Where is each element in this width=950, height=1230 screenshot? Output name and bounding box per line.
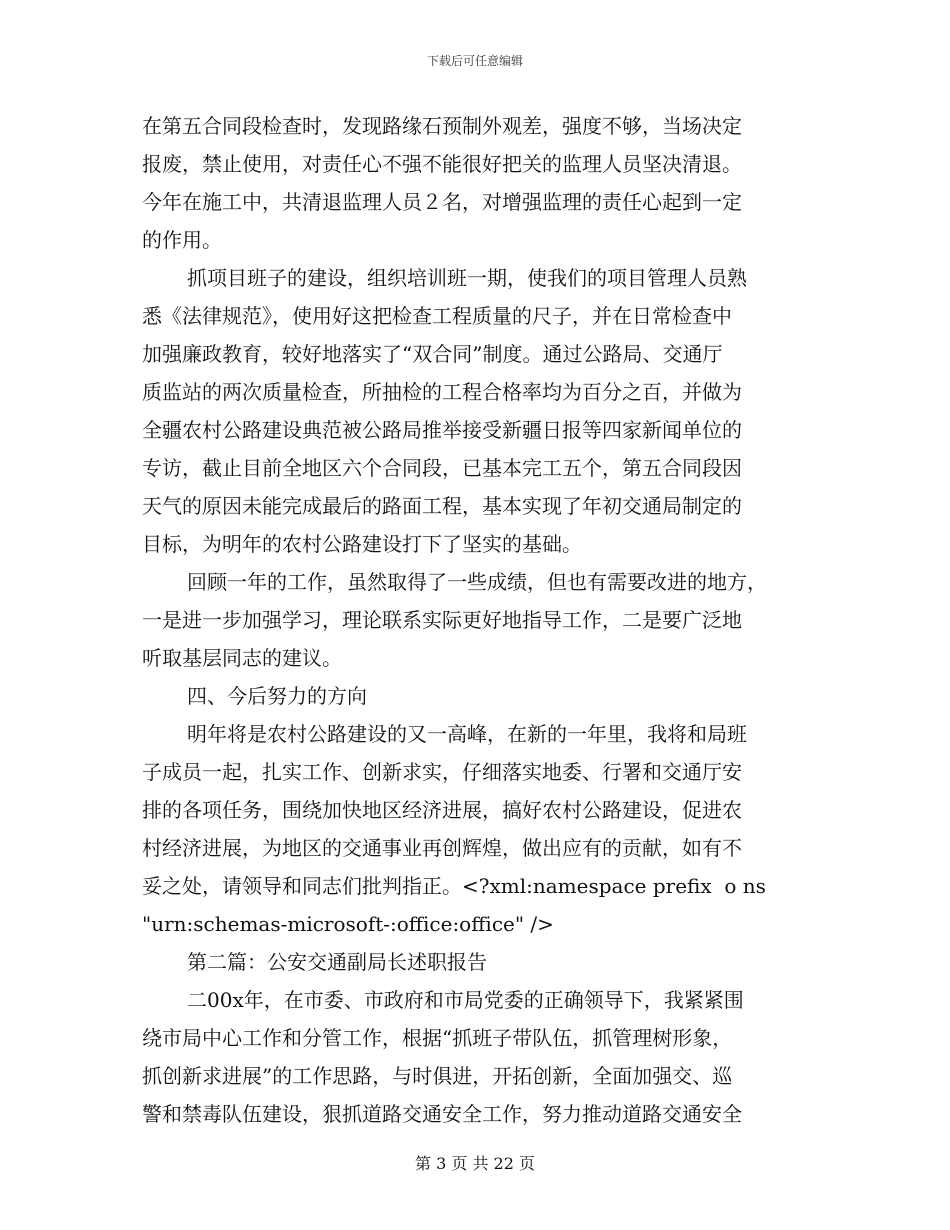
text-line: 抓创新求进展”的工作思路，与时俱进，开拓创新，全面加强交、巡 <box>142 1064 733 1088</box>
text-line: 子成员一起，扎实工作、创新求实，仔细落实地委、行署和交通厅安 <box>142 760 742 784</box>
page-footer: 第 3 页 共 22 页 <box>415 1154 535 1173</box>
text-line: 一是进一步加强学习，理论联系实际更好地指导工作，二是要广泛地 <box>142 608 742 632</box>
page-header: 下载后可任意编辑 <box>426 54 523 68</box>
text-line: 报废，禁止使用，对责任心不强不能很好把关的监理人员坚决清退。 <box>142 152 742 176</box>
text-line: 村经济进展，为地区的交通事业再创辉煌，做出应有的贡献，如有不 <box>142 836 742 860</box>
text-line: 排的各项任务，围绕加快地区经济进展，搞好农村公路建设，促进农 <box>142 798 742 822</box>
text-line: "urn:schemas-microsoft-:office:office" /> <box>142 912 554 936</box>
text-line: 质监站的两次质量检查，所抽检的工程合格率均为百分之百，并做为 <box>142 380 742 404</box>
text-line: 警和禁毒队伍建设，狠抓道路交通安全工作，努力推动道路交通安全 <box>142 1102 742 1126</box>
text-line: 专访，截止目前全地区六个合同段，已基本完工五个，第五合同段因 <box>142 456 742 480</box>
text-line: 绕市局中心工作和分管工作，根据“抓班子带队伍，抓管理树形象， <box>142 1026 733 1050</box>
document-body <box>142 107 802 1133</box>
text-line: 在第五合同段检查时，发现路缘石预制外观差，强度不够，当场决定 <box>142 114 742 138</box>
text-line: 明年将是农村公路建设的又一高峰，在新的一年里，我将和局班 <box>187 722 747 746</box>
text-line: 全疆农村公路建设典范被公路局推举接受新疆日报等四家新闻单位的 <box>142 418 742 442</box>
text-line: 听取基层同志的建议。 <box>142 646 342 670</box>
text-line: 的作用。 <box>142 228 222 252</box>
text-line: 第二篇：公安交通副局长述职报告 <box>187 950 487 974</box>
text-line: 天气的原因未能完成最后的路面工程，基本实现了年初交通局制定的 <box>142 494 742 518</box>
text-line: 今年在施工中，共清退监理人员２名，对增强监理的责任心起到一定 <box>142 190 742 214</box>
text-line: 悉《法律规范》，使用好这把检查工程质量的尺子，并在日常检查中 <box>142 304 732 328</box>
text-line: 妥之处，请领导和同志们批判指正。<?xml:namespace prefix o ns <box>142 874 766 898</box>
text-line: 回顾一年的工作，虽然取得了一些成绩，但也有需要改进的地方， <box>187 570 767 594</box>
text-line: 加强廉政教育，较好地落实了“双合同”制度。通过公路局、交通厅 <box>142 342 723 366</box>
text-line: 目标，为明年的农村公路建设打下了坚实的基础。 <box>142 532 582 556</box>
text-line: 二00x年，在市委、市政府和市局党委的正确领导下，我紧紧围 <box>187 988 744 1012</box>
text-line: 抓项目班子的建设，组织培训班一期，使我们的项目管理人员熟 <box>187 266 747 290</box>
text-line: 四、今后努力的方向 <box>187 684 367 708</box>
